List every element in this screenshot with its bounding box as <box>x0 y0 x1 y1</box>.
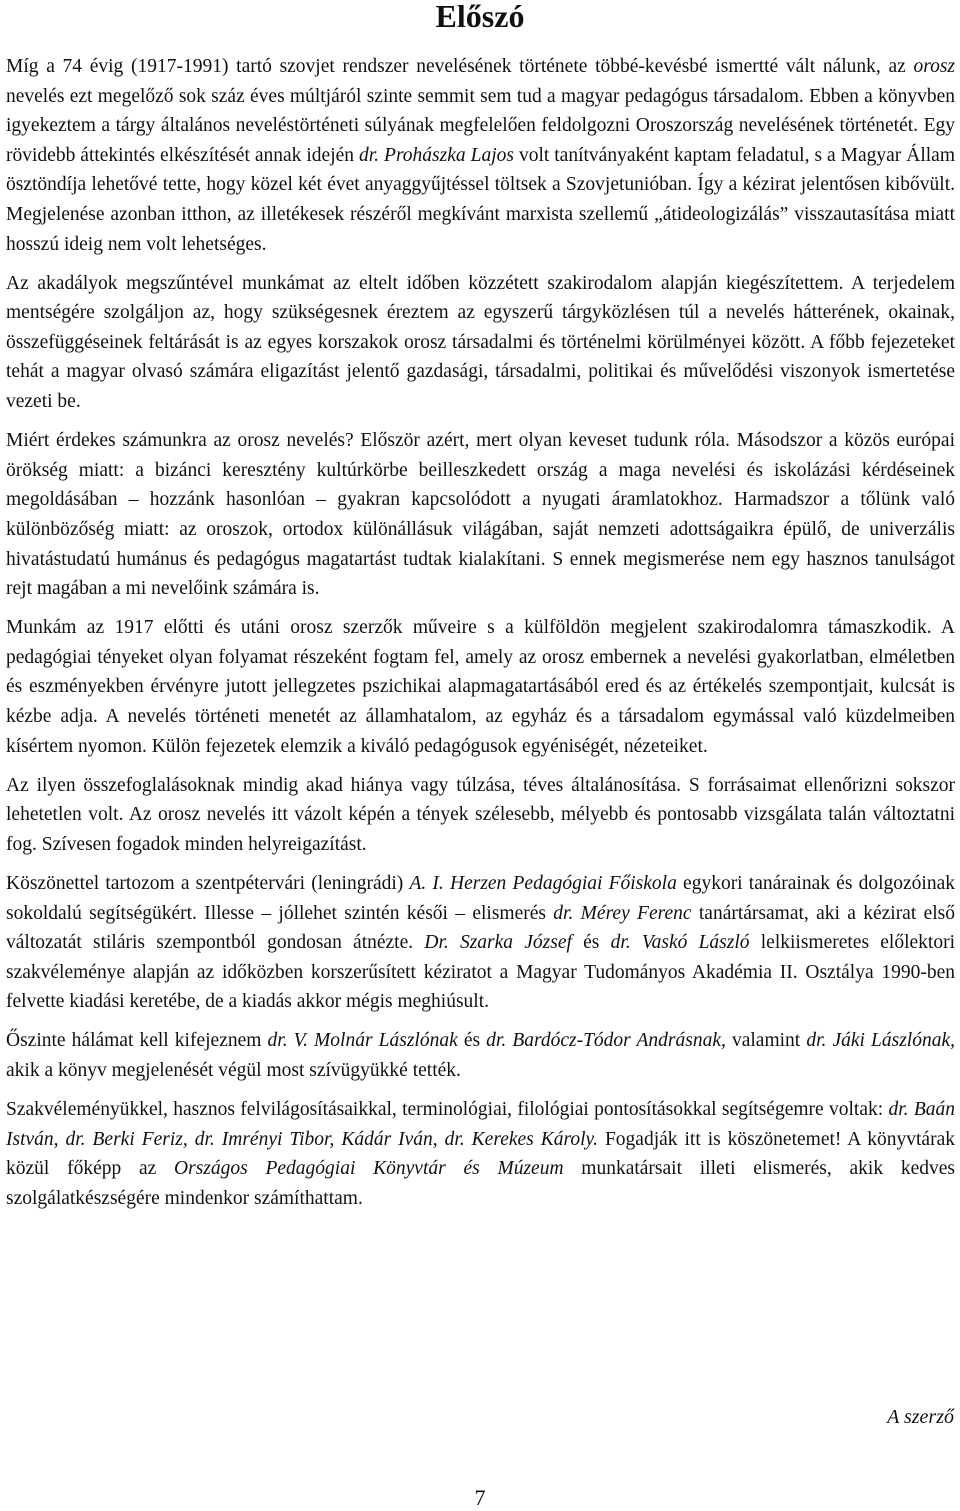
paragraph-6 <box>6 869 955 1017</box>
italic-run: A. I. Herzen Pedagógiai Főiskola <box>409 872 677 894</box>
author-signature: A szerző <box>887 1406 954 1428</box>
document-body <box>6 52 955 1223</box>
text-run: és <box>571 932 611 954</box>
text-run: Az ilyen összefoglalásoknak mindig akad hiánya vagy túlzása, téves általánosítása. S forrásaimat ellenőrizni sokszor lehetetlen volt. Az orosz nevelés itt vázolt képén a tények szélesebb, mélyebb és pontosabb vizsgálata talán változtatni fog. Szívesen fogadok minden helyreigazítást. <box>6 774 955 855</box>
text-run: Fogadják itt is köszönetemet! A könyvtárak közül főképp az <box>6 1128 955 1180</box>
italic-run: dr. Mérey Ferenc <box>553 902 692 924</box>
text-run: Míg a 74 évig (1917-1991) tartó szovjet rendszer nevelésének története többé-kevésbé ismertté vált nálunk, az <box>6 56 914 77</box>
text-run: Köszönettel tartozom a szentpétervári (leningrádi) <box>6 872 410 894</box>
italic-run: dr. Jáki Lászlónak, <box>806 1030 955 1052</box>
text-run: valamint <box>725 1030 807 1052</box>
italic-run: orosz <box>913 56 955 77</box>
text-run: akik a könyv megjelenését végül most szívügyükké tették. <box>6 1060 461 1081</box>
text-run: munkatársait illeti elismerés, akik kedves szolgálatkészségére mindenkor számíthattam. <box>6 1158 955 1209</box>
paragraph-2 <box>6 269 955 417</box>
italic-run: dr. Prohászka Lajos <box>359 144 514 166</box>
text-run: Miért érdekes számunkra az orosz nevelés? Először azért, mert olyan keveset tudunk róla. Másodszor a közös európai örökség miatt: a bizánci keresztény kultúrkörbe beilleszkedett ország a maga nevelési és iskolázási kérdéseinek megoldásában – hozzánk hasonlóan – gyakran kapcsolódott a nyugati áramlatokhoz. Harmadszor a tőlünk való különbözőség miatt: az oroszok, ortodox különállásuk világában, saját nemzeti adottságaikra épülő, de univerzális hivatástudatú humánus és pedagógus magatartást tudtak kialakítani. S ennek megismerése nem egy hasznos tanulságot rejt magában a mi nevelőink számára is. <box>6 430 955 600</box>
text-run: és <box>457 1030 487 1052</box>
text-run: lelkiismeretes előlektori szakvéleménye alapján az időközben korszerűsített kéziratot a Magyar Tudományos Akadémia II. Osztálya 1990-ben felvette kiadási keretébe, de a kiadás akkor mégis meghiúsult. <box>6 932 955 1013</box>
text-run: tanártársamat, aki a kézirat első változatát stiláris szempontból gondosan átnézte. <box>6 902 955 954</box>
paragraph-1 <box>6 52 955 259</box>
italic-run: dr. Bardócz-Tódor Andrásnak, <box>486 1030 726 1052</box>
paragraph-5 <box>6 771 955 860</box>
text-run: Őszinte hálámat kell kifejeznem <box>6 1030 268 1052</box>
text-run: volt tanítványaként kaptam feladatul, s a Magyar Állam ösztöndíja lehetővé tette, hogy közel két évet anyaggyűjtéssel töltsek a Szovjetunióban. Így a kézirat jelentősen kibővült. Megjelenése azonban itthon, az illetékesek részéről megkívánt marxista szellemű „átideologizálás” visszautasítása miatt hosszú ideig nem volt lehetséges. <box>6 144 955 255</box>
italic-run: Dr. Szarka József <box>424 932 572 954</box>
italic-run: Országos Pedagógiai Könyvtár és Múzeum <box>174 1158 564 1180</box>
italic-run: dr. Baán István, dr. Berki Feriz, dr. Imrényi Tibor, Kádár Iván, dr. Kerekes Károly. <box>6 1099 956 1150</box>
paragraph-4 <box>6 613 955 761</box>
text-run: nevelés ezt megelőző sok száz éves múltjáról szinte semmit sem tud a magyar pedagógus társadalom. Ebben a könyvben igyekeztem a tárgy általános neveléstörténeti súlyának megfelelően feldolgozni Oroszország nevelésének történetét. Egy rövidebb áttekintés elkészítését annak idején <box>6 85 955 166</box>
paragraph-8 <box>6 1095 955 1213</box>
text-run: Munkám az 1917 előtti és utáni orosz szerzők műveire s a külföldön megjelent szakirodalomra támaszkodik. A pedagógiai tényeket olyan folyamat részeként fogtam fel, amely az orosz embernek a nevelési gyakorlatban, elméletben és eszményekben érvényre jutott jellegzetes pszichikai alapmagatartásából ered és az értékelés szempontjait, kulcsát is kézbe adja. A nevelés történeti menetét az államhatalom, az egyház és a társadalom egymással való küzdelmeiben kísértem nyomon. Külön fejezetek elemzik a kiváló pedagógusok egyéniségét, nézeteiket. <box>6 617 955 757</box>
paragraph-3 <box>6 426 955 604</box>
text-run: egykori tanárainak és dolgozóinak sokoldalú segítségükért. Illesse – jóllehet szintén késői – elismerés <box>6 872 956 924</box>
text-run: Az akadályok megszűntével munkámat az eltelt időben közzétett szakirodalom alapján kiegészítettem. A terjedelem mentségére szolgáljon az, hogy szükségesnek éreztem az egyszerű tárgyközlésen túl a nevelés hátterének, okainak, összefüggéseinek feltárását is az egyes korszakok orosz társadalmi és történelmi körülményei között. A főbb fejezeteket tehát a magyar olvasó számára eligazítást jelentő gazdasági, társadalmi, politikai és művelődési viszonyok ismertetése vezeti be. <box>6 272 955 413</box>
page-number: 7 <box>474 1485 486 1510</box>
italic-run: dr. V. Molnár Lászlónak <box>267 1030 458 1052</box>
page-title: Előszó <box>435 0 525 34</box>
paragraph-7 <box>6 1026 955 1085</box>
italic-run: dr. Vaskó László <box>610 932 750 954</box>
text-run: Szakvéleményükkel, hasznos felvilágosításaikkal, terminológiai, filológiai pontosításokkal segítségemre voltak: <box>6 1099 889 1121</box>
